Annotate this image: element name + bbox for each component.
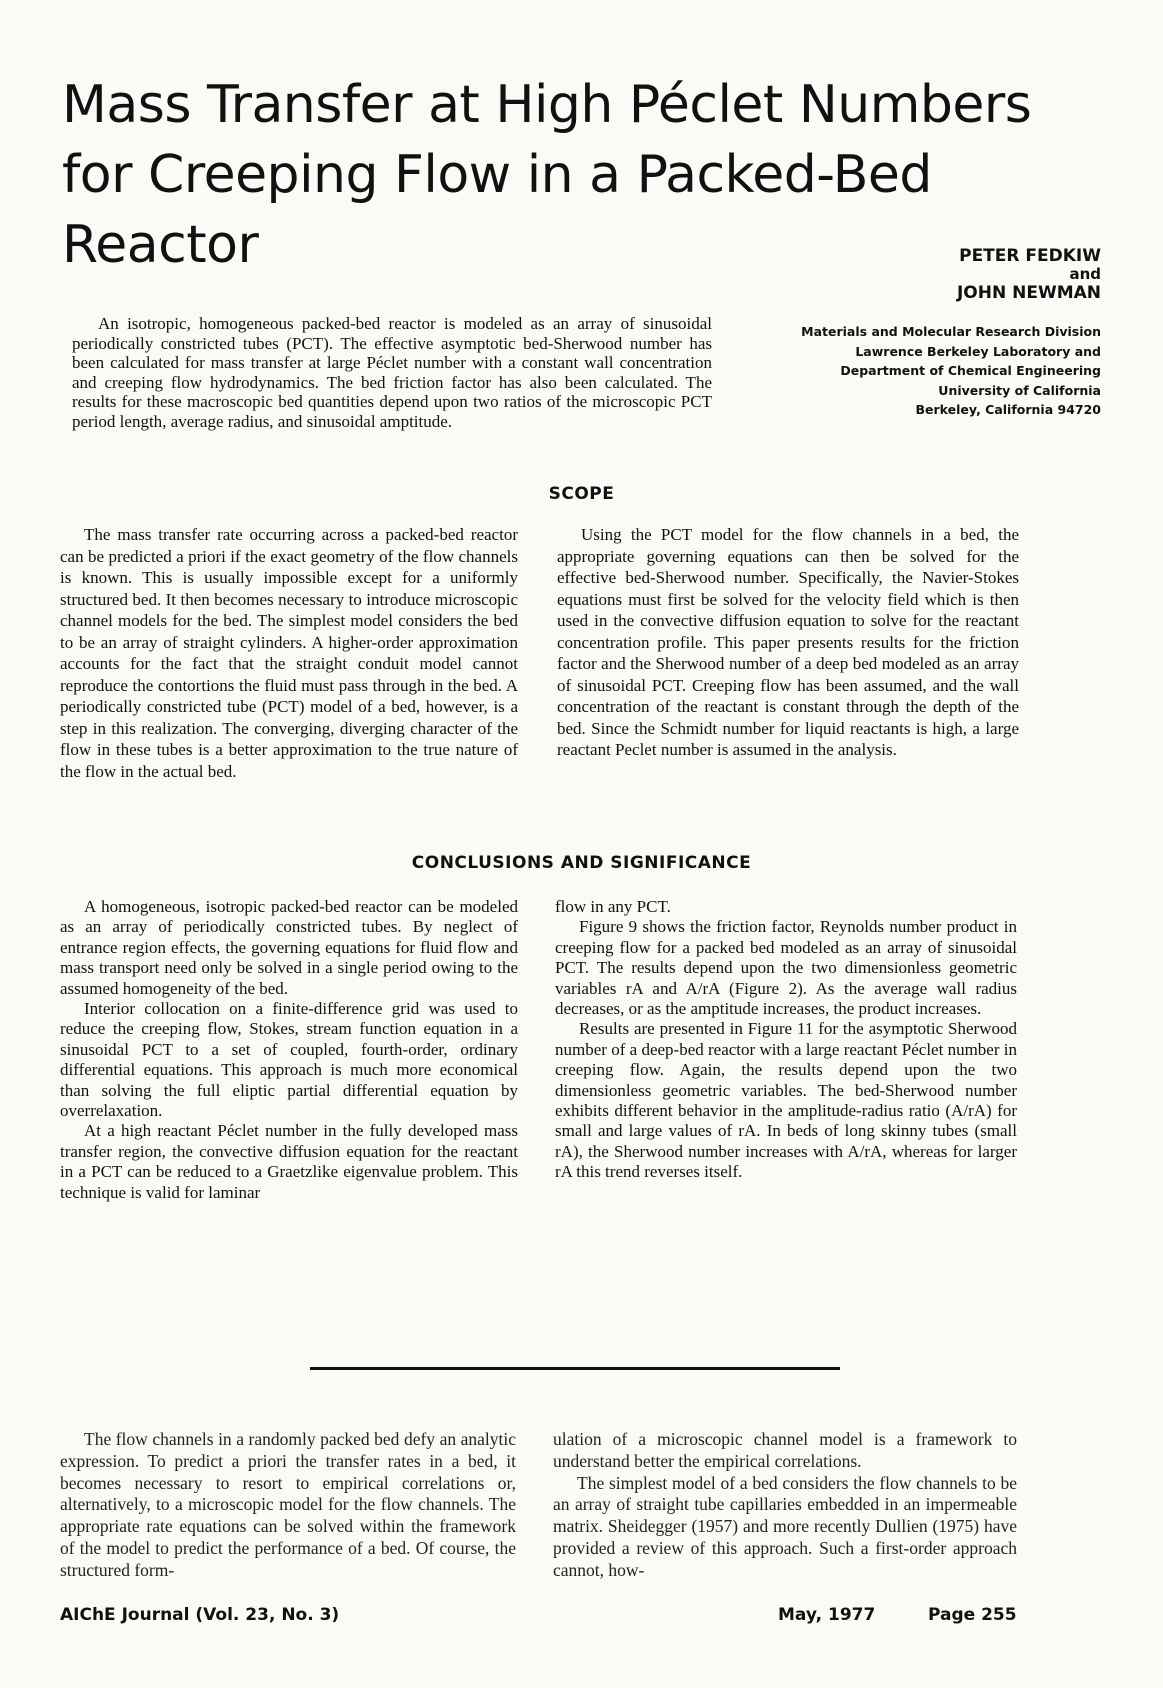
scope-right-paragraph: Using the PCT model for the flow channels in a bed, the appropriate governing equations can then be solved for the effective bed-Sherwood number. Specifically, the Navier-Stokes equations must first be solved for the velocity field which is then used in the convective diffusion equation to solve for the reactant concentration profile. This paper presents results for the friction factor and the Sherwood number of a deep bed modeled as an array of sinusoidal PCT. Creeping flow has been assumed, and the wall concentration of the reactant is constant through the depth of the bed. Since the Schmidt number for liquid reactants is high, a large reactant Peclet number is assumed in the analysis. — [557, 525, 1019, 759]
footer-journal: AIChE Journal (Vol. 23, No. 3) — [60, 1605, 340, 1625]
body-right-column — [553, 1429, 1017, 1582]
body-paragraph: ulation of a microscopic channel model is a framework to understand better the empirical correlations. — [553, 1429, 1017, 1471]
conclusions-paragraph: flow in any PCT. — [555, 897, 671, 916]
footer-date: May, 1977 — [778, 1605, 876, 1625]
author-1: PETER FEDKIW — [959, 246, 1101, 266]
conclusions-paragraph: A homogeneous, isotropic packed-bed reactor can be modeled as an array of periodically constricted tubes. By neglect of entrance region effects, the governing equations for fluid flow and mass transport need only be solved in a single period owing to the assumed homogeneity of the bed. — [60, 897, 518, 998]
scope-heading: SCOPE — [548, 484, 615, 504]
conclusions-left-column — [60, 897, 518, 1203]
conclusions-right-column — [555, 897, 1017, 1183]
author-conjunction: and — [1069, 265, 1101, 283]
affiliation-line: University of California — [938, 382, 1101, 398]
scope-right-column — [557, 524, 1019, 761]
conclusions-paragraph: Results are presented in Figure 11 for the asymptotic Sherwood number of a deep-bed reactor with a large reactant Péclet number in creeping flow. Again, the results depend upon the two dimensionless geometric variables. The bed-Sherwood number exhibits different behavior in the amplitude-radius ratio (A/rA) for small and large values of rA. In beds of long skinny tubes (small rA), the Sherwood number increases with A/rA, whereas for larger rA this trend reverses itself. — [555, 1019, 1017, 1182]
conclusions-paragraph: Figure 9 shows the friction factor, Reynolds number product in creeping flow for a packed bed modeled as an array of sinusoidal PCT. The results depend upon the two dimensionless geometric variables rA and A/rA (Figure 2). As the average wall radius decreases, or as the amptitude increases, the product increases. — [555, 917, 1017, 1019]
scope-left-column — [60, 524, 518, 782]
conclusions-paragraph: At a high reactant Péclet number in the fully developed mass transfer region, the convective diffusion equation for the reactant in a PCT can be reduced to a Graetzlike eigenvalue problem. This technique is valid for laminar — [60, 1121, 518, 1202]
author-2: JOHN NEWMAN — [956, 283, 1101, 303]
affiliation-line: Department of Chemical Engineering — [840, 363, 1101, 378]
title-line-1: Mass Transfer at High Péclet Numbers — [62, 75, 1032, 135]
author-block — [957, 246, 1101, 303]
body-paragraph: The simplest model of a bed considers the flow channels to be an array of straight tube capillaries embedded in an impermeable matrix. Sheidegger (1957) and more recently Dullien (1975) have provided a review of this approach. Such a first-order approach cannot, how- — [553, 1472, 1017, 1580]
footer-page-number: Page 255 — [928, 1605, 1017, 1625]
affiliation-line: Berkeley, California 94720 — [915, 402, 1101, 417]
section-divider — [310, 1367, 840, 1370]
conclusions-paragraph: Interior collocation on a finite-difference grid was used to reduce the creeping flow, Stokes, stream function equation in a sinusoidal PCT to a set of coupled, fourth-order, ordinary differential equations. This approach is much more economical than solving the full eliptic partial differential equation by overrelaxation. — [60, 999, 518, 1121]
conclusions-heading: CONCLUSIONS AND SIGNIFICANCE — [411, 853, 752, 873]
affiliation-line: Lawrence Berkeley Laboratory and — [855, 343, 1101, 359]
title-line-2: for Creeping Flow in a Packed-Bed Reactor — [62, 145, 932, 275]
abstract: An isotropic, homogeneous packed-bed reactor is modeled as an array of sinusoidal periodically constricted tubes (PCT). The effective asymptotic bed-Sherwood number has been calculated for mass transfer at large Péclet number with a constant wall concentration and creeping flow hydrodynamics. The bed friction factor has also been calculated. The results for these macroscopic bed quantities depend upon two ratios of the microscopic PCT period length, average radius, and sinusoidal amptitude. — [72, 314, 712, 431]
body-paragraph: The flow channels in a randomly packed bed defy an analytic expression. To predict a priori the transfer rates in a bed, it becomes necessary to resort to empirical correlations or, alternatively, to a microscopic model for the flow channels. The appropriate rate equations can be solved within the framework of the model to predict the performance of a bed. Of course, the structured form- — [60, 1429, 516, 1580]
affiliation-block — [741, 322, 1101, 420]
body-left-column — [60, 1429, 516, 1582]
affiliation-line: Materials and Molecular Research Division — [801, 324, 1101, 339]
scope-left-paragraph: The mass transfer rate occurring across a packed-bed reactor can be predicted a priori if the exact geometry of the flow channels is known. This is usually impossible except for a uniformly structured bed. It then becomes necessary to introduce microscopic channel models for the bed. The simplest model considers the bed to be an array of straight cylinders. A higher-order approximation accounts for the fact that the straight conduit model cannot reproduce the contortions the fluid must pass through in the bed. A periodically constricted tube (PCT) model of a bed, however, is a step in this realization. The converging, diverging character of the flow in these tubes is a better approximation to the true nature of the flow in the actual bed. — [60, 525, 518, 781]
